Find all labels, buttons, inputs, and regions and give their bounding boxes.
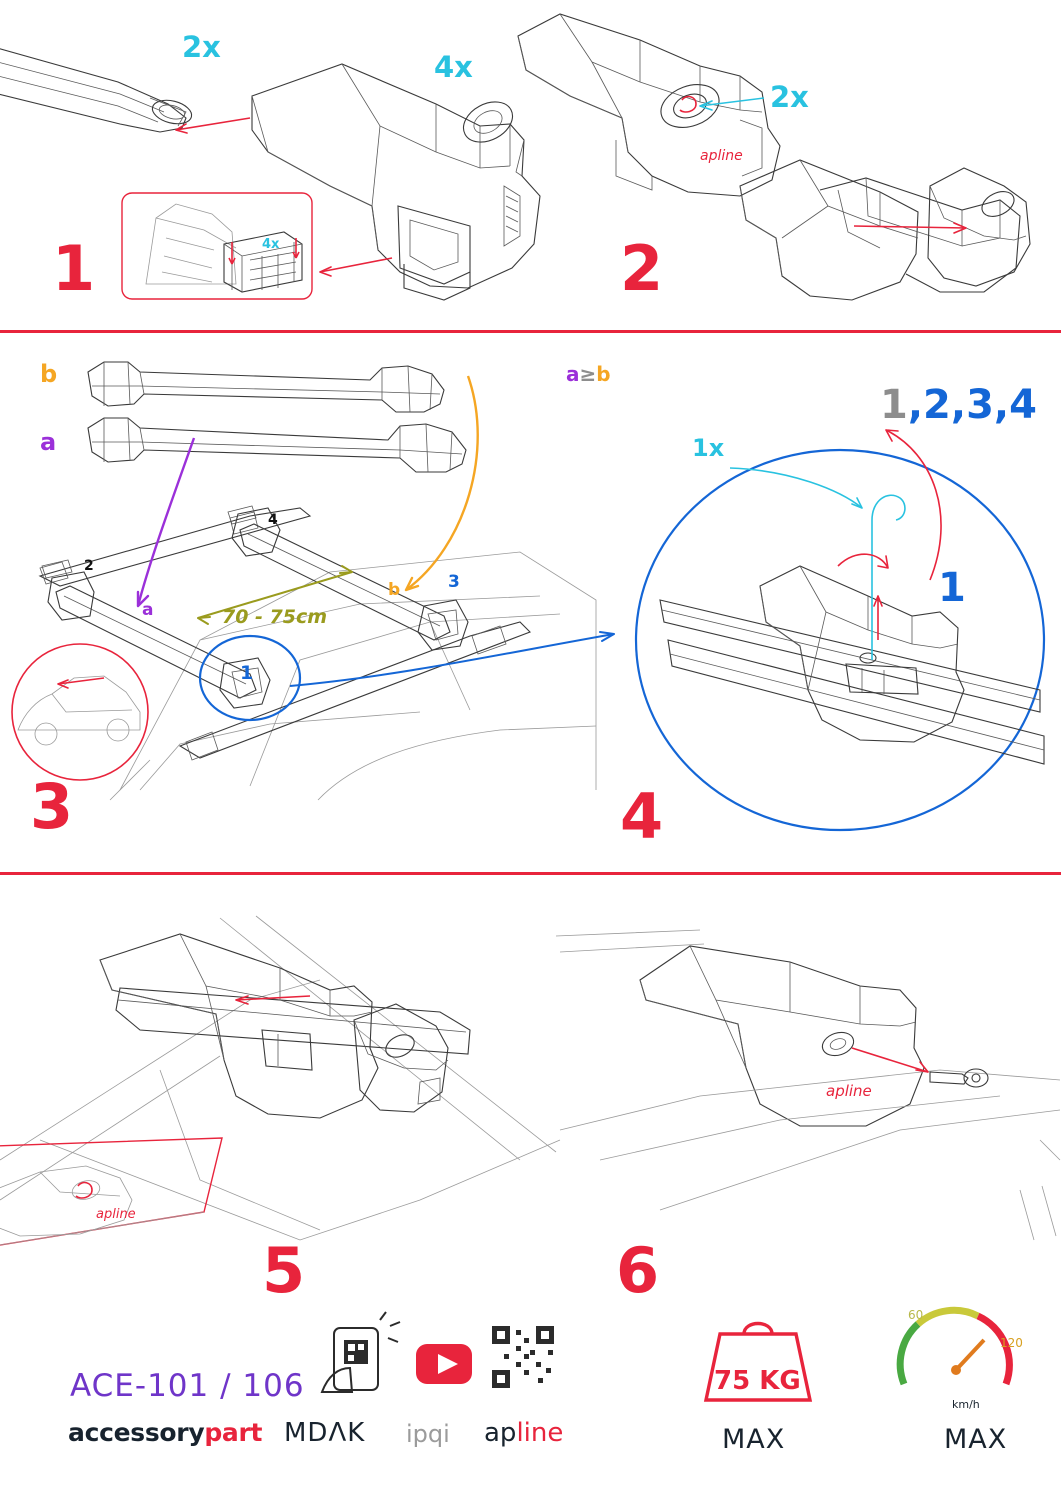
condition-b: b	[596, 362, 611, 386]
weight-limit-value: 75 KG	[714, 1366, 801, 1396]
speed-limit-caption: MAX	[944, 1424, 1008, 1455]
marker-label-1: 1	[240, 662, 254, 684]
marker-label-4: 4	[268, 512, 278, 528]
bar-label-a: a	[40, 428, 57, 456]
svg-text:apline: apline	[96, 1207, 136, 1222]
condition-a: a	[566, 362, 580, 386]
gauge-tick-high: 120	[1000, 1336, 1023, 1350]
step-number-6: 6	[616, 1234, 660, 1307]
marker-label-2: 2	[84, 558, 94, 574]
qty-label-bars: 2x	[182, 30, 221, 64]
step-number-5: 5	[262, 1234, 306, 1307]
brand-apline-second: line	[516, 1418, 564, 1448]
brand-ipqi: ipqi	[406, 1420, 450, 1448]
brand-accessory-second: part	[204, 1418, 263, 1447]
first-position-label: 1	[938, 565, 966, 611]
marker-label-3: 3	[448, 572, 460, 592]
qty-label-pads: 4x	[262, 237, 280, 252]
qty-label-feet: 4x	[434, 50, 473, 84]
brand-apline-first: ap	[484, 1418, 517, 1448]
speed-unit-label: km/h	[952, 1398, 980, 1411]
gauge-tick-low: 60	[908, 1308, 924, 1322]
step-number-1: 1	[52, 232, 96, 305]
brand-mdak: MDΛK	[284, 1418, 366, 1448]
qty-label-locks: 2x	[770, 80, 809, 114]
product-code: ACE-101 / 106	[70, 1368, 305, 1404]
brand-accessory-first: accessory	[68, 1418, 205, 1447]
distance-label: 70 - 75cm	[222, 606, 328, 628]
svg-text:apline: apline	[826, 1082, 872, 1100]
position-label-b: b	[388, 580, 401, 600]
condition-operator: ≥	[579, 362, 597, 386]
step-number-4: 4	[620, 780, 664, 853]
qty-label-tool: 1x	[692, 434, 725, 462]
step-number-2: 2	[620, 232, 664, 305]
step-number-3: 3	[30, 770, 74, 843]
bar-label-b: b	[40, 360, 58, 388]
sequence-first: 1	[880, 382, 908, 428]
weight-limit-caption: MAX	[722, 1424, 786, 1455]
position-label-a: a	[142, 600, 154, 620]
sequence-rest: ,2,3,4	[907, 382, 1037, 428]
svg-text:apline: apline	[700, 148, 743, 164]
